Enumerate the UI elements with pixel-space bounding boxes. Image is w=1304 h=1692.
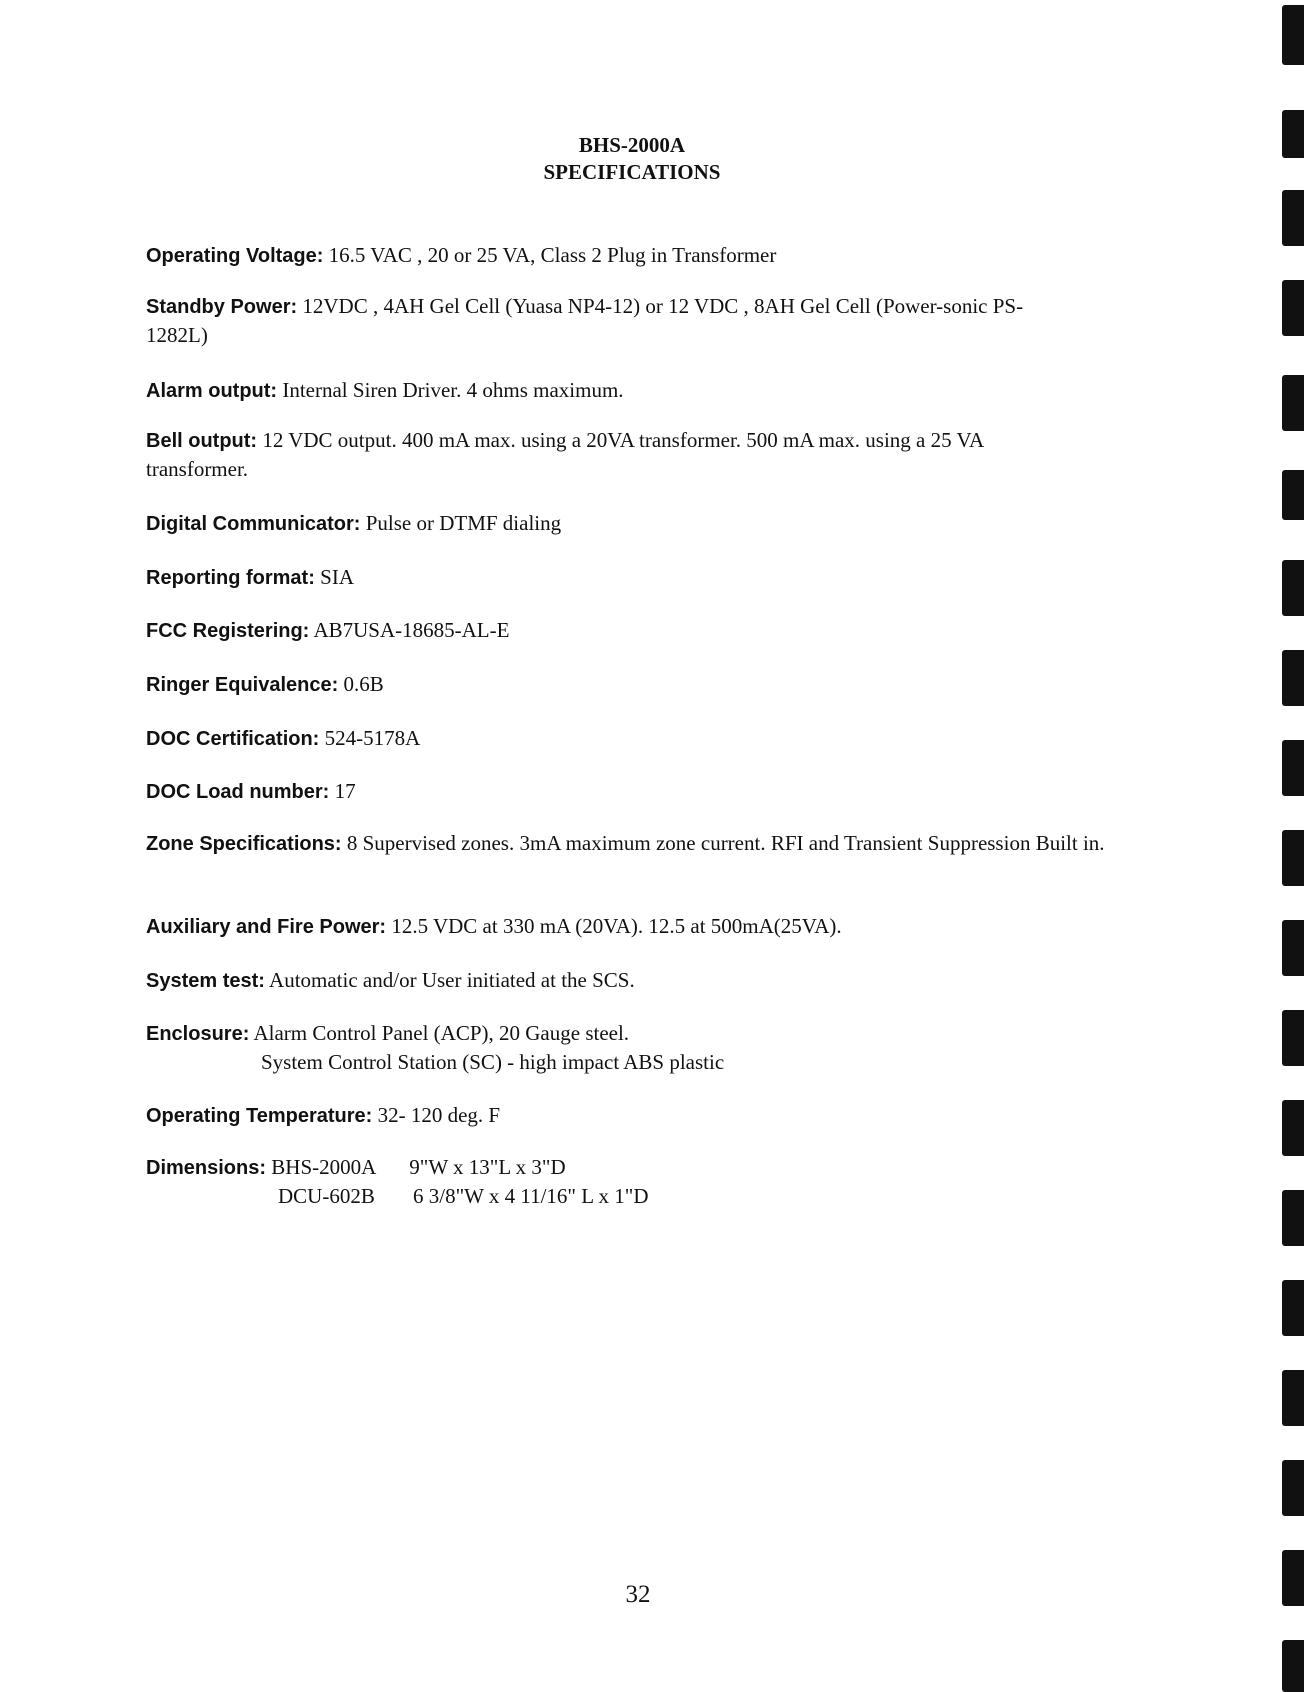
spec-enclosure <box>146 1019 1096 1076</box>
spec-operating-voltage <box>146 241 1096 270</box>
spec-label: DOC Load number: <box>146 781 330 803</box>
spec-value: 12VDC , 4AH Gel Cell (Yuasa NP4-12) or 12 VDC , 8AH Gel Cell (Power-sonic PS-1282L) <box>146 294 1024 347</box>
spec-value: AB7USA-18685-AL-E <box>313 618 510 642</box>
spec-value: Automatic and/or User initiated at the SCS. <box>269 968 635 992</box>
dimensions-row <box>146 1153 1096 1182</box>
spec-ringer-equivalence <box>146 670 1096 699</box>
spec-operating-temperature <box>146 1101 1096 1130</box>
spec-label: Alarm output: <box>146 380 278 402</box>
spec-label: Dimensions: <box>146 1157 267 1179</box>
spec-label: Zone Specifications: <box>146 833 342 855</box>
spec-value: SIA <box>320 565 354 589</box>
dimensions-model: DCU-602B <box>278 1184 375 1208</box>
spec-label: Ringer Equivalence: <box>146 674 339 696</box>
spec-label: System test: <box>146 970 265 992</box>
spec-dimensions <box>146 1153 1096 1210</box>
dimensions-size: 6 3/8"W x 4 11/16" L x 1"D <box>413 1184 649 1208</box>
binding-marks <box>1274 0 1304 1692</box>
spec-label: Bell output: <box>146 430 258 452</box>
dimensions-model: BHS-2000A <box>271 1155 377 1179</box>
spec-value: Pulse or DTMF dialing <box>365 511 562 535</box>
page-number: 32 <box>625 1581 651 1608</box>
spec-label: Enclosure: <box>146 1023 250 1045</box>
spec-value: 12.5 VDC at 330 mA (20VA). 12.5 at 500mA(25VA). <box>391 914 842 938</box>
spec-value: Alarm Control Panel (ACP), 20 Gauge steel. <box>253 1021 630 1045</box>
spec-value: 8 Supervised zones. 3mA maximum zone current. RFI and Transient Suppression Built in. <box>346 831 1105 855</box>
spec-auxiliary-fire-power <box>146 912 1096 941</box>
spec-reporting-format <box>146 563 1096 592</box>
dimensions-size: 9"W x 13"L x 3"D <box>409 1155 566 1179</box>
dimensions-row <box>146 1182 1096 1210</box>
spec-digital-communicator <box>146 509 1096 538</box>
spec-value: Internal Siren Driver. 4 ohms maximum. <box>282 378 624 402</box>
spec-label: FCC Registering: <box>146 620 310 642</box>
spec-label: DOC Certification: <box>146 728 320 750</box>
spec-standby-power <box>146 292 1071 349</box>
spec-value-continued: System Control Station (SC) - high impact ABS plastic <box>261 1050 725 1074</box>
spec-value: 32- 120 deg. F <box>377 1103 501 1127</box>
spec-doc-load-number <box>146 777 1096 806</box>
spec-value: 17 <box>334 779 356 803</box>
spec-label: Auxiliary and Fire Power: <box>146 916 387 938</box>
spec-doc-certification <box>146 724 1096 753</box>
spec-label: Operating Voltage: <box>146 245 324 267</box>
spec-alarm-output <box>146 376 1096 405</box>
spec-system-test <box>146 966 1096 995</box>
spec-bell-output <box>146 426 1081 483</box>
spec-value: 16.5 VAC , 20 or 25 VA, Class 2 Plug in Transformer <box>328 243 777 267</box>
spec-value: 12 VDC output. 400 mA max. using a 20VA transformer. 500 mA max. using a 25 VA transformer. <box>146 428 983 481</box>
spec-value: 0.6B <box>343 672 384 696</box>
spec-label: Standby Power: <box>146 296 298 318</box>
spec-label: Digital Communicator: <box>146 513 361 535</box>
document-title: SPECIFICATIONS <box>543 160 721 184</box>
spec-zone-specifications <box>146 829 1106 858</box>
document-model: BHS-2000A <box>578 133 686 157</box>
spec-label: Reporting format: <box>146 567 315 589</box>
spec-fcc-registering <box>146 616 1096 645</box>
spec-value: 524-5178A <box>324 726 421 750</box>
spec-label: Operating Temperature: <box>146 1105 373 1127</box>
